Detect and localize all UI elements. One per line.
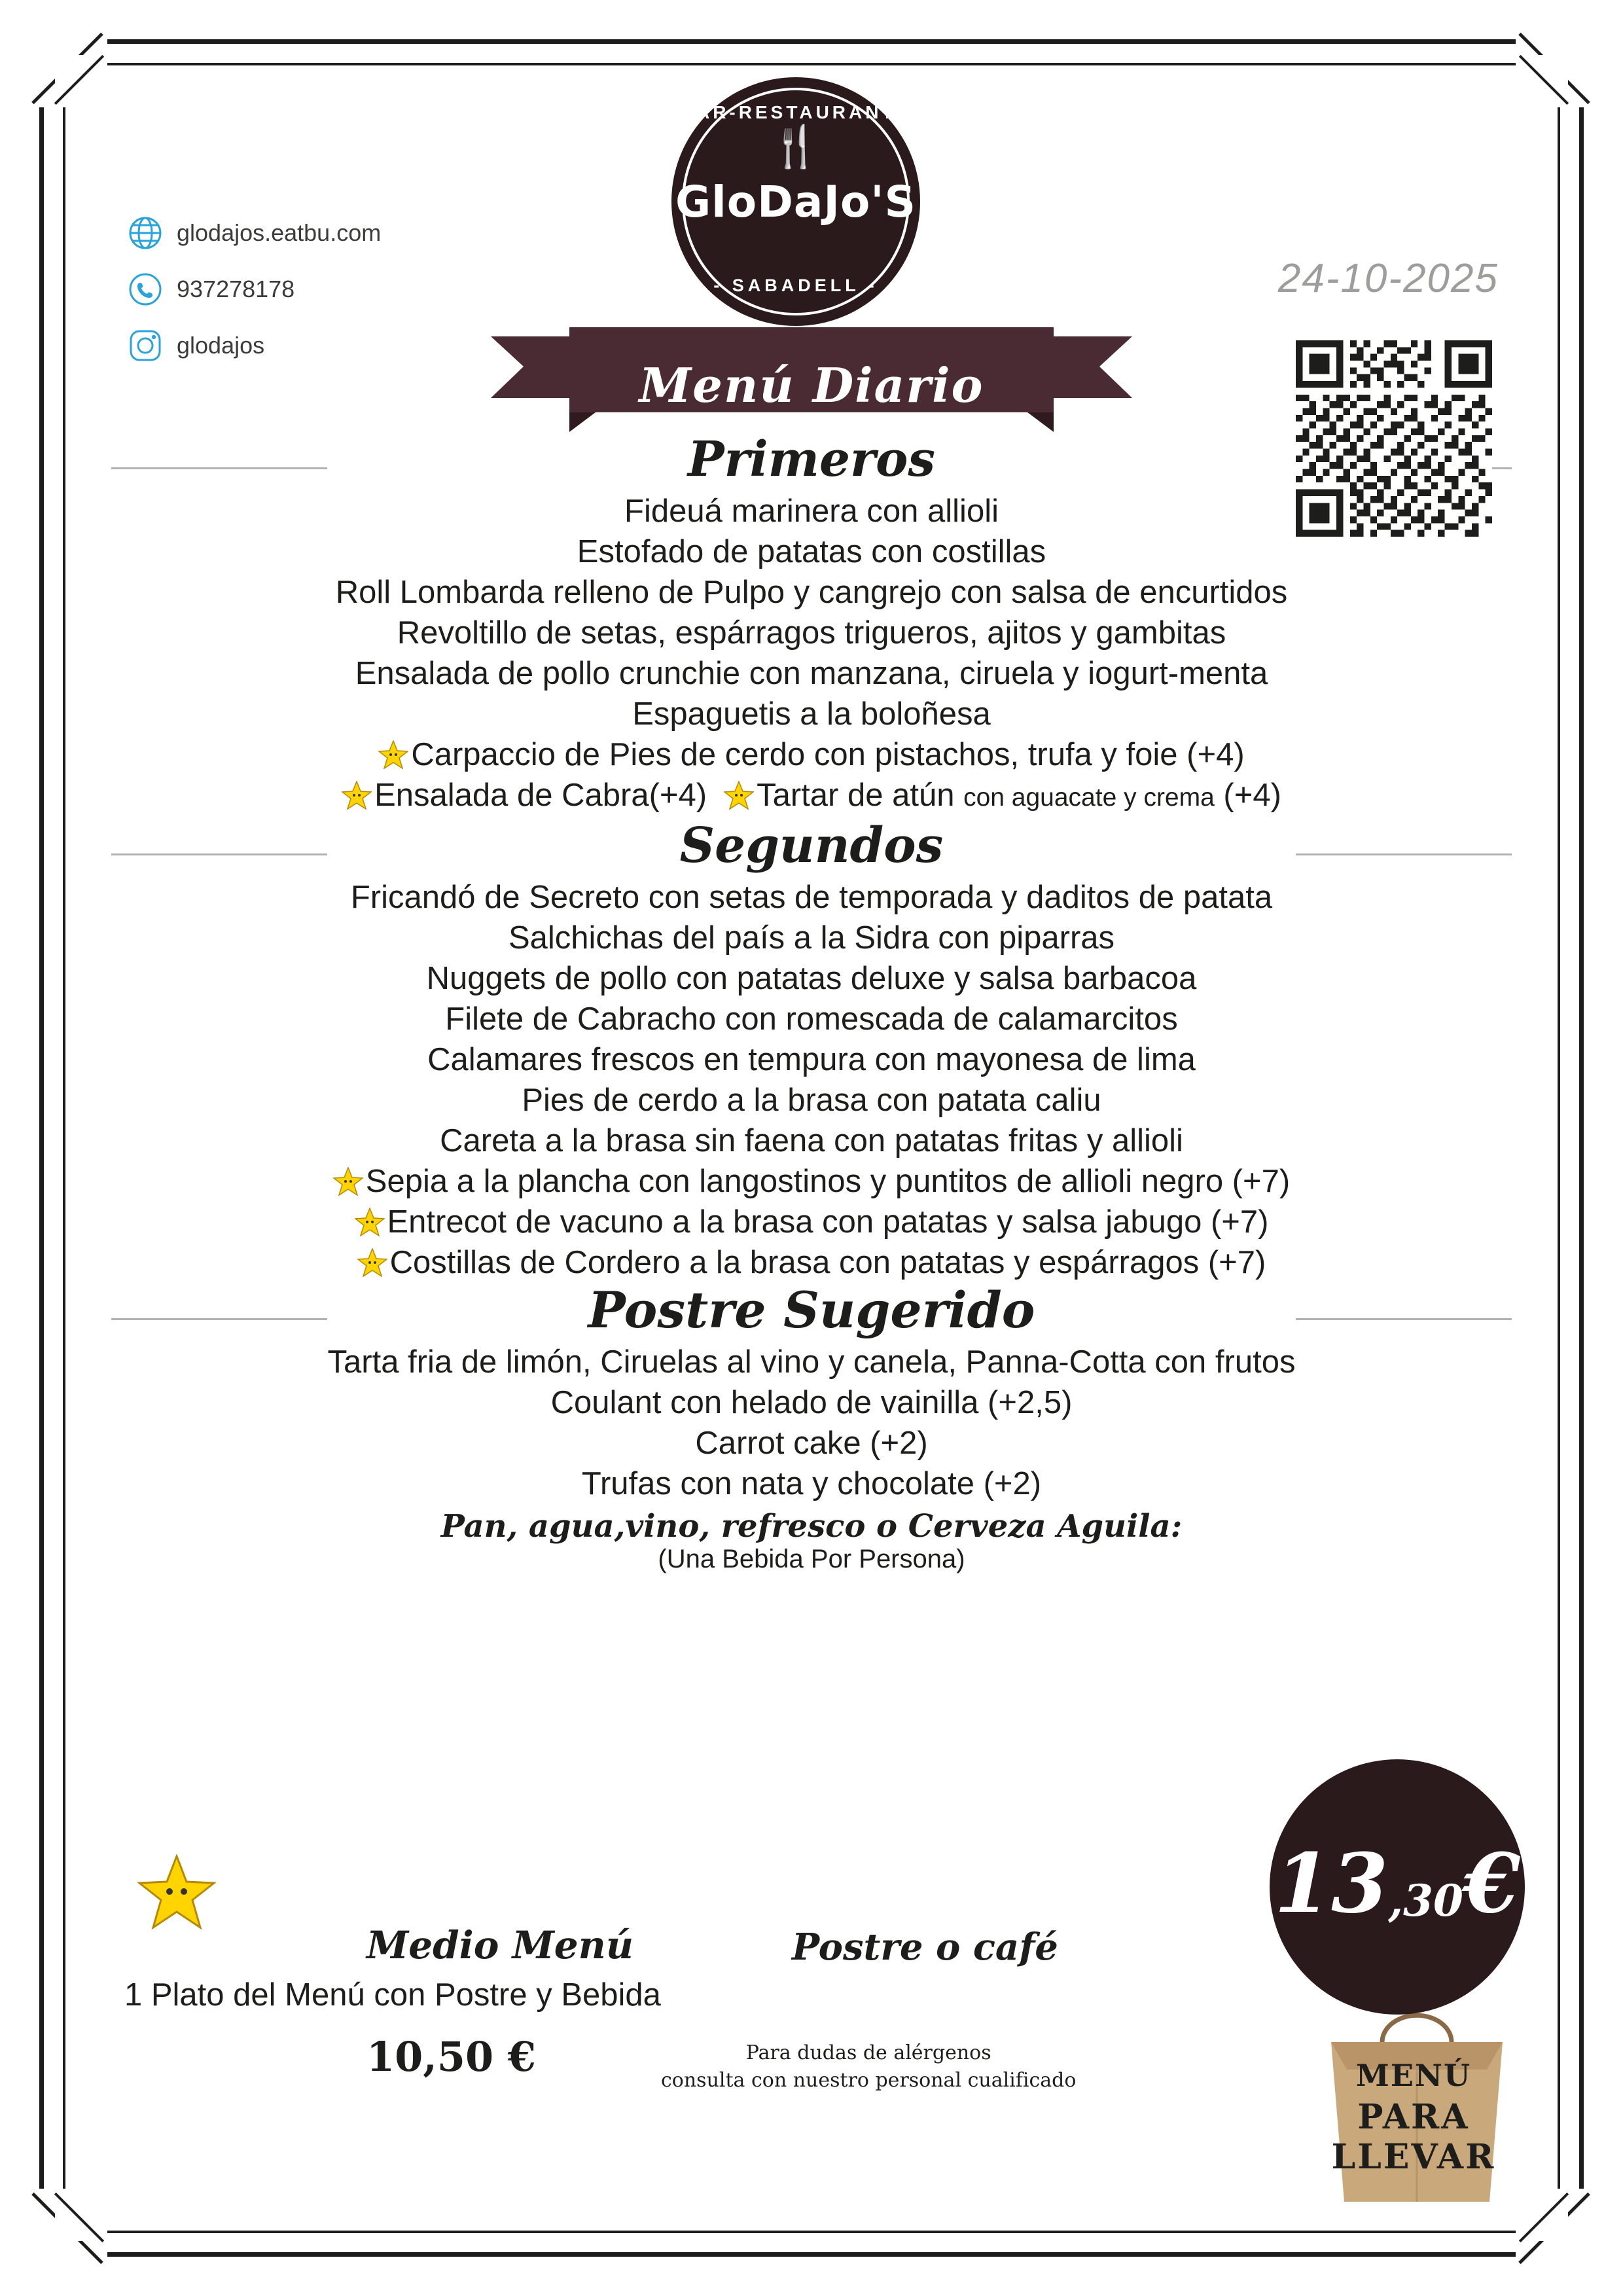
menu-item-label: Ensalada de Cabra(+4) [374, 778, 707, 813]
price-euros: 13 [1274, 1836, 1389, 1931]
dessert-or-coffee-label: Postre o café [792, 1926, 1058, 1969]
menu-ribbon-banner [491, 327, 1132, 435]
menu-item: Salchichas del país a la Sidra con piparras [508, 920, 1115, 956]
qr-code[interactable] [1296, 340, 1492, 537]
section-title-segundos [79, 818, 1544, 873]
contact-website[interactable] [128, 216, 381, 250]
logo-brand-name: GloDaJo'S [675, 177, 917, 227]
half-menu-description: 1 Plato del Menú con Postre y Bebida [124, 1977, 661, 2013]
allergen-notice-line1: Para dudas de alérgenos [745, 2041, 991, 2064]
menu-item: Filete de Cabracho con romescada de calamarcitos [445, 1001, 1178, 1037]
allergen-notice-line2: consulta con nuestro personal cualificado [661, 2069, 1077, 2092]
menu-item: Estofado de patatas con costillas [577, 534, 1046, 569]
menu-item-premium [342, 775, 707, 816]
section-title-postre [79, 1283, 1544, 1338]
star-icon [137, 1854, 216, 1929]
restaurant-logo [671, 77, 920, 326]
instagram-icon [128, 329, 162, 363]
contact-website-label: glodajos.eatbu.com [177, 219, 382, 246]
drinks-note: (Una Bebida Por Persona) [658, 1545, 965, 1573]
menu-item-detail: con aguacate y crema [963, 783, 1215, 812]
takeaway-label [1302, 2058, 1525, 2177]
star-icon [342, 779, 372, 808]
section-title-primeros-label: Primeros [687, 431, 936, 488]
menu-item: Calamares frescos en tempura con mayonesa de lima [427, 1042, 1196, 1077]
menu-item: Pies de cerdo a la brasa con patata caliu [522, 1083, 1101, 1118]
menu-item-surcharge: (+4) [1223, 778, 1281, 813]
menu-item: Nuggets de pollo con patatas deluxe y salsa barbacoa [426, 961, 1197, 996]
menu-date: 24-10-2025 [1277, 256, 1499, 301]
menu-item-premium [724, 775, 1281, 818]
price-currency: € [1463, 1836, 1520, 1931]
star-icon [378, 738, 408, 767]
menu-item-label: Carpaccio de Pies de cerdo con pistachos, trufa y foie (+4) [411, 737, 1245, 772]
section-title-segundos-label: Segundos [679, 817, 944, 874]
menu-item: Tarta fria de limón, Ciruelas al vino y canela, Panna-Cotta con frutos [327, 1344, 1296, 1380]
price-badge [1270, 1759, 1525, 2015]
corner-ornament-inner-top-left [55, 55, 103, 103]
menu-item: Trufas con nata y chocolate (+2) [581, 1466, 1042, 1501]
star-icon [357, 1246, 387, 1275]
menu-item: Carrot cake (+2) [695, 1426, 928, 1461]
menu-item-premium [79, 1202, 1544, 1242]
menu-item-label: Entrecot de vacuno a la brasa con patatas y salsa jabugo (+7) [387, 1204, 1269, 1240]
menu-item-premium-row [79, 775, 1544, 818]
menu-item-label: Tartar de atún [757, 778, 955, 813]
contact-phone[interactable] [128, 272, 381, 306]
menu-item-premium [79, 1161, 1544, 1202]
contact-instagram-label: glodajos [177, 332, 265, 359]
price-cents: ,30 [1388, 1875, 1463, 1926]
menu-item: Roll Lombarda relleno de Pulpo y cangrejo con salsa de encurtidos [335, 575, 1288, 610]
menu-item: Ensalada de pollo crunchie con manzana, ciruela y iogurt-menta [355, 656, 1268, 691]
star-icon [355, 1206, 385, 1234]
takeaway-line2: PARA LLEVAR [1331, 2097, 1496, 2177]
star-icon [724, 779, 754, 808]
menu-item-label: Costillas de Cordero a la brasa con patatas y espárragos (+7) [389, 1245, 1266, 1280]
contact-block [128, 216, 381, 385]
menu-item: Espaguetis a la boloñesa [632, 696, 991, 732]
contact-instagram[interactable] [128, 329, 381, 363]
section-rule-right [1296, 1318, 1512, 1320]
corner-ornament-inner-top-right [1520, 55, 1568, 103]
allergen-notice [661, 2039, 1076, 2094]
section-rule-left [111, 1318, 327, 1320]
fork-knife-icon: 🍴 [770, 124, 821, 170]
logo-city: - SABADELL - [713, 276, 878, 295]
menu-item-label: Sepia a la plancha con langostinos y puntitos de allioli negro (+7) [365, 1164, 1291, 1199]
corner-ornament-inner-bottom-right [1520, 2193, 1568, 2241]
menu-item: Coulant con helado de vainilla (+2,5) [550, 1385, 1073, 1420]
contact-phone-label: 937278178 [177, 276, 295, 302]
menu-item: Careta a la brasa sin faena con patatas fritas y allioli [440, 1123, 1183, 1158]
half-menu-price: 10,50 € [366, 2033, 536, 2081]
globe-icon [128, 216, 162, 250]
menu-item: Fideuá marinera con allioli [624, 493, 999, 529]
section-rule-right [1296, 853, 1512, 855]
drinks-included-line: Pan, agua,vino, refresco o Cerveza Aguila: [440, 1508, 1183, 1545]
menu-ribbon-title: Menú Diario [639, 357, 984, 413]
corner-ornament-inner-bottom-left [55, 2193, 103, 2241]
logo-top-text: BAR-RESTAURANTE [679, 102, 912, 122]
phone-icon [128, 272, 162, 306]
menu-item: Fricandó de Secreto con setas de temporada y daditos de patata [350, 880, 1273, 915]
menu-body [79, 432, 1544, 1574]
menu-item: Revoltillo de setas, espárragos trigueros, ajitos y gambitas [397, 615, 1226, 651]
price-badge-value [1270, 1836, 1525, 1942]
section-rule-left [111, 467, 327, 469]
menu-item-premium [79, 1242, 1544, 1283]
section-title-postre-label: Postre Sugerido [588, 1281, 1035, 1339]
menu-item-premium [79, 734, 1544, 775]
takeaway-line1: MENÚ [1355, 2058, 1472, 2093]
section-rule-left [111, 853, 327, 855]
half-menu-title: Medio Menú [366, 1923, 634, 1967]
star-icon [333, 1165, 363, 1194]
